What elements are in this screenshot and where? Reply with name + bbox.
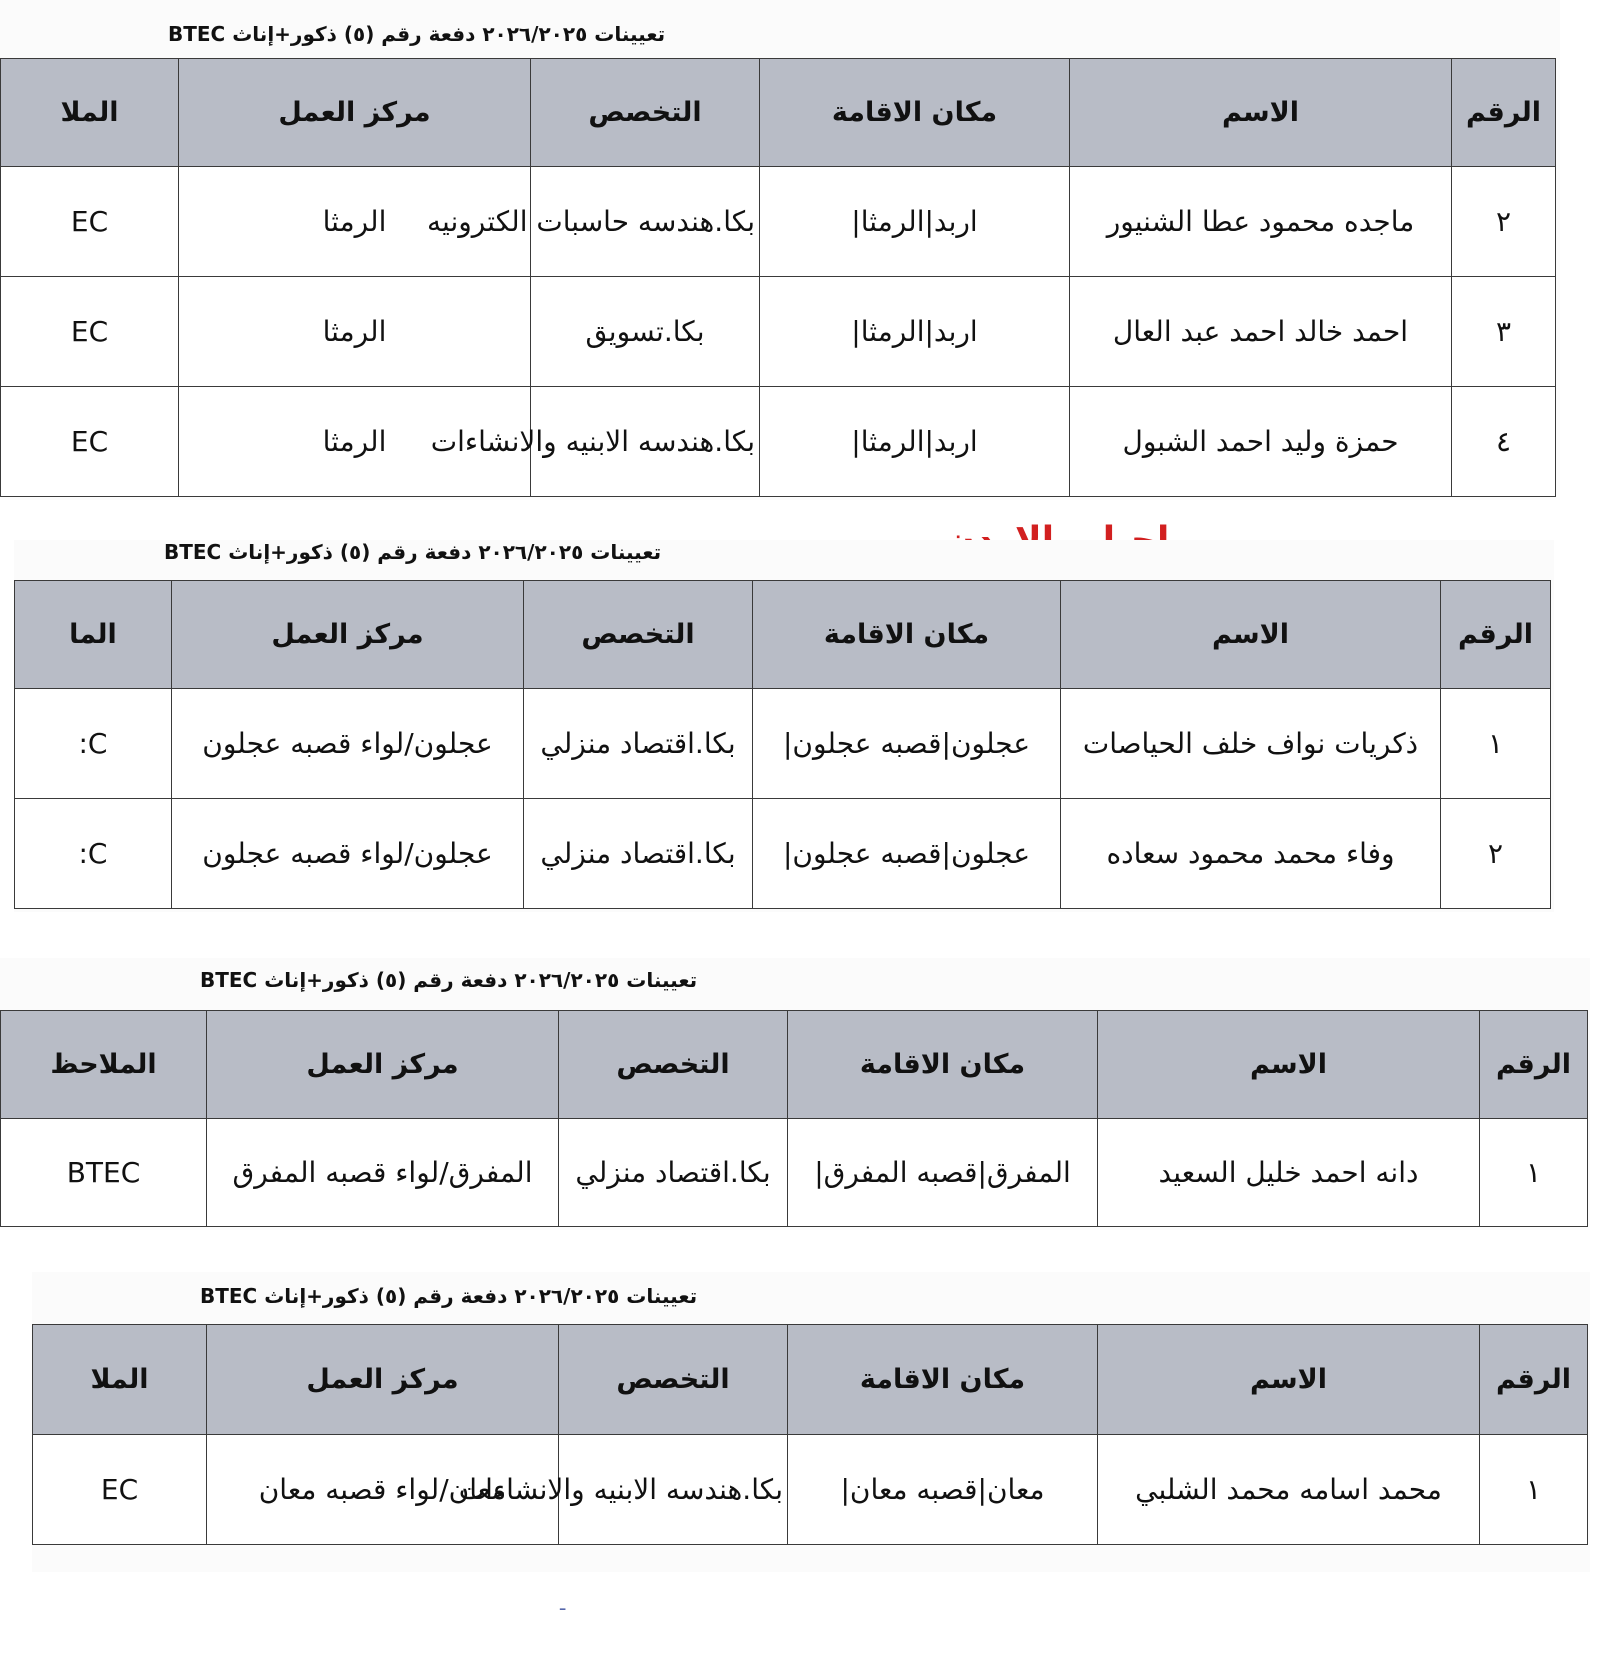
cell-name: ذكريات نواف خلف الحياصات bbox=[1061, 689, 1441, 799]
cell-residence: معان|قصبه معان| bbox=[788, 1435, 1098, 1545]
section-4 bbox=[32, 1272, 1590, 1572]
col-name-header: الاسم bbox=[1098, 1325, 1480, 1435]
cell-workplace: الرمثا bbox=[179, 387, 531, 497]
table-row bbox=[1, 167, 1556, 277]
col-specialty-header: التخصص bbox=[559, 1011, 788, 1119]
section-title: تعيينات ٢٠٢٦/٢٠٢٥ دفعة رقم (٥) ذكور+إناث BTEC bbox=[200, 968, 698, 992]
col-notes-header: الما bbox=[15, 581, 172, 689]
cell-number: ٣ bbox=[1452, 277, 1556, 387]
col-number-header: الرقم bbox=[1480, 1011, 1588, 1119]
cell-residence: اربد|الرمثا| bbox=[760, 387, 1070, 497]
appointments-table bbox=[14, 580, 1551, 909]
table-row bbox=[1, 277, 1556, 387]
stray-pen-mark: ـ bbox=[560, 1594, 566, 1615]
cell-workplace: الرمثا bbox=[179, 167, 531, 277]
section-3 bbox=[0, 958, 1590, 1230]
cell-notes: BTEC bbox=[1, 1119, 207, 1227]
appointments-table bbox=[0, 58, 1556, 497]
col-workplace-header: مركز العمل bbox=[207, 1325, 559, 1435]
col-residence-header: مكان الاقامة bbox=[788, 1325, 1098, 1435]
section-title: تعيينات ٢٠٢٦/٢٠٢٥ دفعة رقم (٥) ذكور+إناث BTEC bbox=[200, 1284, 698, 1308]
cell-notes: EC bbox=[33, 1435, 207, 1545]
header-row bbox=[33, 1325, 1588, 1435]
cell-notes: EC bbox=[1, 167, 179, 277]
appointments-table bbox=[0, 1010, 1588, 1227]
cell-name: محمد اسامه محمد الشلبي bbox=[1098, 1435, 1480, 1545]
cell-number: ١ bbox=[1480, 1119, 1588, 1227]
cell-name: حمزة وليد احمد الشبول bbox=[1070, 387, 1452, 497]
col-notes-header: الملاحظ bbox=[1, 1011, 207, 1119]
cell-workplace: عجلون/لواء قصبه عجلون bbox=[172, 799, 524, 909]
appointments-table bbox=[32, 1324, 1588, 1545]
col-residence-header: مكان الاقامة bbox=[788, 1011, 1098, 1119]
cell-specialty: بكا.اقتصاد منزلي bbox=[559, 1119, 788, 1227]
cell-name: وفاء محمد محمود سعاده bbox=[1061, 799, 1441, 909]
cell-specialty: بكا.هندسه الابنيه والانشاءات bbox=[531, 387, 760, 497]
cell-number: ١ bbox=[1441, 689, 1551, 799]
col-residence-header: مكان الاقامة bbox=[753, 581, 1061, 689]
col-specialty-header: التخصص bbox=[559, 1325, 788, 1435]
cell-name: دانه احمد خليل السعيد bbox=[1098, 1119, 1480, 1227]
cell-notes: :C bbox=[15, 689, 172, 799]
col-specialty-header: التخصص bbox=[524, 581, 753, 689]
col-workplace-header: مركز العمل bbox=[207, 1011, 559, 1119]
header-row bbox=[1, 1011, 1588, 1119]
cell-specialty: بكا.هندسه الابنيه والانشاءات bbox=[559, 1435, 788, 1545]
cell-residence: عجلون|قصبه عجلون| bbox=[753, 689, 1061, 799]
cell-residence: اربد|الرمثا| bbox=[760, 167, 1070, 277]
col-workplace-header: مركز العمل bbox=[179, 59, 531, 167]
cell-workplace: معان/لواء قصبه معان bbox=[207, 1435, 559, 1545]
header-row bbox=[15, 581, 1551, 689]
col-number-header: الرقم bbox=[1480, 1325, 1588, 1435]
section-2 bbox=[14, 540, 1554, 912]
cell-specialty: بكا.اقتصاد منزلي bbox=[524, 689, 753, 799]
col-name-header: الاسم bbox=[1098, 1011, 1480, 1119]
col-name-header: الاسم bbox=[1070, 59, 1452, 167]
table-row bbox=[1, 1119, 1588, 1227]
cell-name: احمد خالد احمد عبد العال bbox=[1070, 277, 1452, 387]
cell-notes: EC bbox=[1, 277, 179, 387]
cell-number: ٤ bbox=[1452, 387, 1556, 497]
section-title: تعيينات ٢٠٢٦/٢٠٢٥ دفعة رقم (٥) ذكور+إناث BTEC bbox=[168, 22, 666, 46]
col-notes-header: الملا bbox=[1, 59, 179, 167]
cell-number: ١ bbox=[1480, 1435, 1588, 1545]
cell-workplace: الرمثا bbox=[179, 277, 531, 387]
col-notes-header: الملا bbox=[33, 1325, 207, 1435]
cell-workplace: عجلون/لواء قصبه عجلون bbox=[172, 689, 524, 799]
cell-specialty: بكا.تسويق bbox=[531, 277, 760, 387]
cell-specialty: بكا.هندسه حاسبات الكترونيه bbox=[531, 167, 760, 277]
col-name-header: الاسم bbox=[1061, 581, 1441, 689]
table-row bbox=[15, 689, 1551, 799]
cell-residence: اربد|الرمثا| bbox=[760, 277, 1070, 387]
cell-number: ٢ bbox=[1452, 167, 1556, 277]
cell-name: ماجده محمود عطا الشنيور bbox=[1070, 167, 1452, 277]
cell-number: ٢ bbox=[1441, 799, 1551, 909]
cell-notes: :C bbox=[15, 799, 172, 909]
col-specialty-header: التخصص bbox=[531, 59, 760, 167]
table-row bbox=[33, 1435, 1588, 1545]
col-number-header: الرقم bbox=[1452, 59, 1556, 167]
table-row bbox=[1, 387, 1556, 497]
col-number-header: الرقم bbox=[1441, 581, 1551, 689]
cell-notes: EC bbox=[1, 387, 179, 497]
section-1 bbox=[0, 0, 1560, 500]
table-row bbox=[15, 799, 1551, 909]
col-workplace-header: مركز العمل bbox=[172, 581, 524, 689]
cell-specialty: بكا.اقتصاد منزلي bbox=[524, 799, 753, 909]
col-residence-header: مكان الاقامة bbox=[760, 59, 1070, 167]
cell-residence: عجلون|قصبه عجلون| bbox=[753, 799, 1061, 909]
cell-residence: المفرق|قصبه المفرق| bbox=[788, 1119, 1098, 1227]
cell-workplace: المفرق/لواء قصبه المفرق bbox=[207, 1119, 559, 1227]
section-title: تعيينات ٢٠٢٦/٢٠٢٥ دفعة رقم (٥) ذكور+إناث BTEC bbox=[164, 540, 662, 564]
header-row bbox=[1, 59, 1556, 167]
